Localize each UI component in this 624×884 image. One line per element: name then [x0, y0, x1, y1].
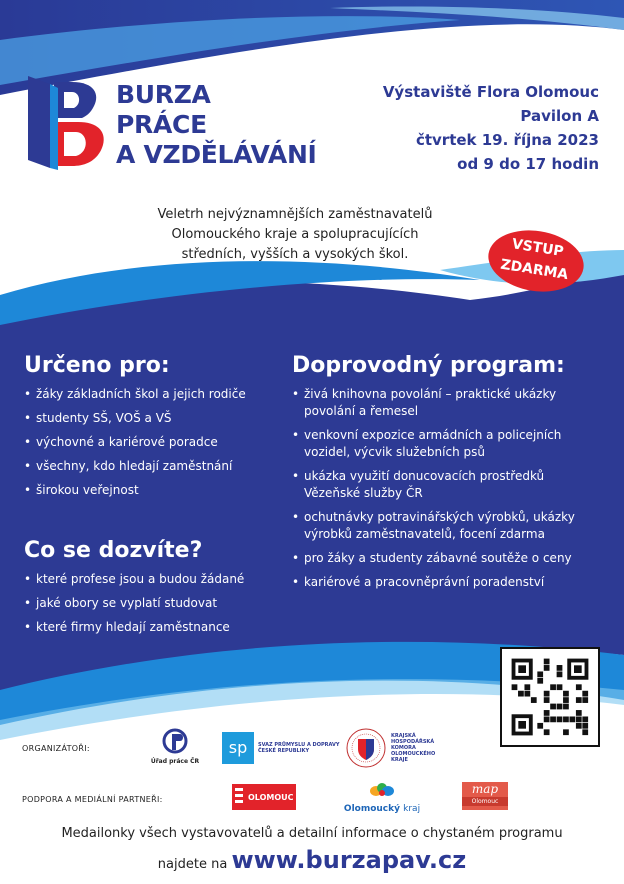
program-list [292, 386, 602, 591]
intro-line: Veletrh nejvýznamnějších zaměstnavatelů [157, 207, 433, 222]
khk-line: KOMORA [391, 745, 416, 751]
olomouc-flag-icon [235, 788, 243, 806]
list-item: • jaké obory se vyplatí studovat [24, 595, 284, 612]
website-link[interactable]: www.burzapav.cz [231, 846, 467, 874]
event-info [383, 80, 599, 176]
learn-section [24, 537, 284, 643]
list-item: • živá knihovna povolání – praktické ukázky povolání a řemesel [292, 386, 602, 420]
learn-list [24, 571, 284, 636]
audience-section [24, 352, 284, 506]
brand-line-2: PRÁCE [116, 110, 207, 139]
footer-url-line [0, 846, 624, 874]
kraj-suffix: kraj [403, 804, 421, 814]
sp-text [258, 742, 340, 754]
map-subtext: Olomouc [462, 797, 508, 806]
khk-line: KRAJE [391, 757, 408, 763]
urad-prace-icon [162, 728, 188, 754]
event-time: od 9 do 17 hodin [457, 155, 599, 173]
list-item: • všechny, kdo hledají zaměstnání [24, 458, 284, 475]
brand-line-3: A VZDĚLÁVÁNÍ [116, 140, 317, 169]
list-item: • kariérové a pracovněprávní poradenství [292, 574, 602, 591]
list-item: • venkovní expozice armádních a policejních vozidel, výcvik služebních psů [292, 427, 602, 461]
sp-logo [222, 732, 340, 764]
list-item: • pro žáky a studenty zábavné soutěže o ceny [292, 550, 602, 567]
list-item: • ochutnávky potravinářských výrobků, ukázky výrobků zaměstnavatelů, focení zdarma [292, 509, 602, 543]
list-item: • žáky základních škol a jejich rodiče [24, 386, 284, 403]
urad-prace-logo [150, 728, 200, 765]
intro-line: Olomouckého kraje a spolupracujících [171, 227, 419, 242]
khk-text [391, 733, 435, 763]
olomouc-city-logo [232, 784, 296, 810]
footer-prefix: najdete na [157, 857, 228, 872]
partners-label: PODPORA A MEDIÁLNÍ PARTNEŘI: [22, 795, 163, 804]
program-section [292, 352, 602, 598]
event-venue: Výstaviště Flora Olomouc [382, 83, 599, 101]
program-title: Doprovodný program: [292, 353, 565, 378]
event-date: čtvrtek 19. října 2023 [415, 131, 599, 149]
list-item: • ukázka využití donucovacích prostředků Vězeňské služby ČR [292, 468, 602, 502]
khk-line: HOSPODÁŘSKÁ [391, 739, 435, 745]
map-olomouc-logo [462, 782, 508, 810]
intro-line: středních, vyšších a vysokých škol. [181, 247, 409, 262]
event-pavilion: Pavilon A [520, 107, 599, 125]
sp-line: ČESKÉ REPUBLIKY [258, 748, 310, 754]
map-text: map [471, 782, 499, 796]
olomoucky-kraj-logo [332, 782, 432, 814]
list-item: • studenty SŠ, VOŠ a VŠ [24, 410, 284, 427]
list-item: • které firmy hledají zaměstnance [24, 619, 284, 636]
brand-line-1: BURZA [116, 80, 211, 109]
audience-title: Určeno pro: [24, 353, 170, 378]
intro-text [100, 205, 490, 265]
audience-list [24, 386, 284, 499]
badge-line-1: VSTUP [510, 236, 565, 261]
footer-line: Medailonky všech vystavovatelů a detailní informace o chystaném programu [61, 826, 563, 841]
learn-title: Co se dozvíte? [24, 538, 203, 563]
olomouc-text: OLOMOUC [248, 792, 294, 802]
sp-line: SVAZ PRŮMYSLU A DOPRAVY [258, 742, 340, 748]
khk-line: OLOMOUCKÉHO [391, 751, 436, 757]
sp-icon: sp [222, 732, 254, 764]
kraj-name: Olomoucký [343, 804, 400, 814]
brand-title [116, 80, 317, 170]
burza-logo-icon [28, 72, 108, 172]
qr-code-icon[interactable] [500, 647, 600, 747]
list-item: • širokou veřejnost [24, 482, 284, 499]
khk-logo [345, 727, 435, 769]
kraj-text [332, 804, 432, 814]
khk-line: KRAJSKÁ [391, 733, 416, 739]
list-item: • výchovné a kariérové poradce [24, 434, 284, 451]
organizers-label: ORGANIZÁTOŘI: [22, 744, 90, 753]
urad-prace-text: Úřad práce ČR [150, 758, 200, 765]
list-item: • které profese jsou a budou žádané [24, 571, 284, 588]
kraj-flower-icon [369, 782, 395, 800]
khk-seal-icon [345, 727, 387, 769]
badge-line-2: ZDARMA [499, 256, 570, 284]
